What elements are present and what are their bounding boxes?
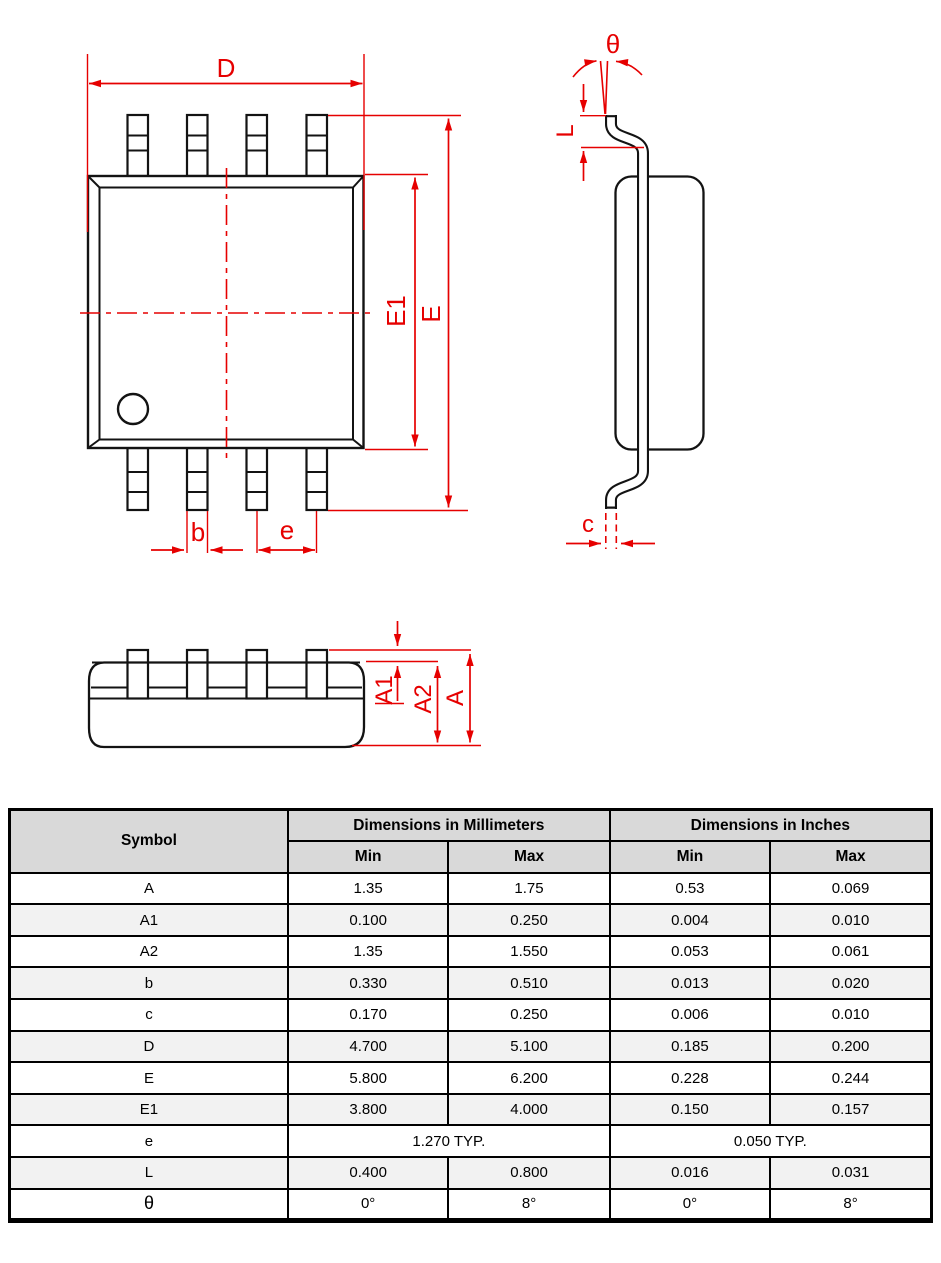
cell-symbol: θ: [10, 1189, 288, 1221]
cell-mm-min: 3.800: [288, 1094, 448, 1126]
label-A: A: [442, 689, 469, 707]
cell-mm-min: 0.100: [288, 904, 448, 936]
label-A1: A1: [371, 675, 398, 705]
dimension-c: [566, 511, 655, 549]
table-row-D: [10, 1031, 932, 1063]
cell-symbol: c: [10, 999, 288, 1031]
cell-mm-min: 0°: [288, 1189, 448, 1221]
cell-in-min: 0.185: [610, 1031, 770, 1063]
table-row-E1: [10, 1094, 932, 1126]
dimensions-table-header: [10, 810, 932, 873]
cell-mm-max: 0.250: [448, 904, 609, 936]
label-e: e: [279, 515, 295, 545]
cell-mm-typ: 1.270 TYP.: [288, 1125, 610, 1157]
cell-in-max: 0.244: [770, 1062, 931, 1094]
cell-symbol: D: [10, 1031, 288, 1063]
table-header-in-min: Min: [610, 841, 770, 873]
table-row-L: [10, 1157, 932, 1189]
side-body-outline: [616, 177, 704, 450]
cell-in-min: 0.013: [610, 967, 770, 999]
cell-symbol: b: [10, 967, 288, 999]
cell-mm-min: 0.170: [288, 999, 448, 1031]
cell-in-min: 0.53: [610, 873, 770, 905]
cell-mm-min: 5.800: [288, 1062, 448, 1094]
label-theta: θ: [605, 29, 621, 59]
cell-symbol: L: [10, 1157, 288, 1189]
dimensions-table: [8, 808, 933, 1223]
table-header-symbol: Symbol: [10, 810, 288, 873]
cell-in-max: 0.069: [770, 873, 931, 905]
table-header-inches: Dimensions in Inches: [610, 810, 932, 842]
cell-in-typ: 0.050 TYP.: [610, 1125, 932, 1157]
cell-symbol: A1: [10, 904, 288, 936]
label-b: b: [190, 517, 206, 547]
cell-mm-min: 0.330: [288, 967, 448, 999]
label-E1: E1: [381, 295, 411, 327]
cell-symbol: A: [10, 873, 288, 905]
cell-mm-max: 0.510: [448, 967, 609, 999]
label-A2: A2: [410, 684, 437, 714]
pin1-indicator-circle: [118, 394, 148, 424]
cell-in-max: 0.020: [770, 967, 931, 999]
cell-in-max: 0.157: [770, 1094, 931, 1126]
table-row-c: [10, 999, 932, 1031]
cell-in-min: 0.228: [610, 1062, 770, 1094]
cell-in-max: 0.010: [770, 904, 931, 936]
cell-mm-max: 0.250: [448, 999, 609, 1031]
cell-in-min: 0.150: [610, 1094, 770, 1126]
label-D: D: [216, 53, 236, 83]
cell-symbol: A2: [10, 936, 288, 968]
dimension-L: [552, 84, 644, 181]
cell-mm-min: 1.35: [288, 873, 448, 905]
dimension-b: [151, 511, 243, 553]
cell-mm-min: 4.700: [288, 1031, 448, 1063]
dimensions-table-body: [10, 873, 932, 1221]
table-row-e: [10, 1125, 932, 1157]
table-row-A: [10, 873, 932, 905]
front-view: [89, 621, 481, 747]
cell-mm-max: 1.550: [448, 936, 609, 968]
cell-mm-min: 1.35: [288, 936, 448, 968]
table-row-θ: [10, 1189, 932, 1221]
cell-in-max: 0.200: [770, 1031, 931, 1063]
cell-mm-max: 6.200: [448, 1062, 609, 1094]
cell-in-max: 8°: [770, 1189, 931, 1221]
front-view-pins: [128, 650, 328, 699]
cell-in-min: 0.006: [610, 999, 770, 1031]
dimension-e: [257, 511, 317, 553]
table-header-millimeters: Dimensions in Millimeters: [288, 810, 610, 842]
side-view: [552, 29, 704, 549]
cell-mm-max: 1.75: [448, 873, 609, 905]
cell-symbol: e: [10, 1125, 288, 1157]
top-view: [80, 53, 468, 553]
cell-in-min: 0°: [610, 1189, 770, 1221]
cell-mm-max: 0.800: [448, 1157, 609, 1189]
cell-symbol: E1: [10, 1094, 288, 1126]
cell-in-min: 0.004: [610, 904, 770, 936]
table-header-mm-min: Min: [288, 841, 448, 873]
table-row-A2: [10, 936, 932, 968]
cell-mm-max: 8°: [448, 1189, 609, 1221]
table-row-A1: [10, 904, 932, 936]
cell-symbol: E: [10, 1062, 288, 1094]
table-row-b: [10, 967, 932, 999]
cell-in-min: 0.016: [610, 1157, 770, 1189]
cell-mm-min: 0.400: [288, 1157, 448, 1189]
cell-in-max: 0.061: [770, 936, 931, 968]
label-L: L: [552, 124, 579, 138]
table-row-E: [10, 1062, 932, 1094]
cell-in-max: 0.031: [770, 1157, 931, 1189]
table-header-in-max: Max: [770, 841, 931, 873]
cell-mm-max: 5.100: [448, 1031, 609, 1063]
table-header-mm-max: Max: [448, 841, 609, 873]
dimension-A2: [410, 666, 438, 743]
cell-in-max: 0.010: [770, 999, 931, 1031]
top-view-pins-top: [128, 115, 328, 176]
label-c: c: [582, 511, 594, 538]
label-E: E: [416, 305, 446, 323]
cell-in-min: 0.053: [610, 936, 770, 968]
cell-mm-max: 4.000: [448, 1094, 609, 1126]
